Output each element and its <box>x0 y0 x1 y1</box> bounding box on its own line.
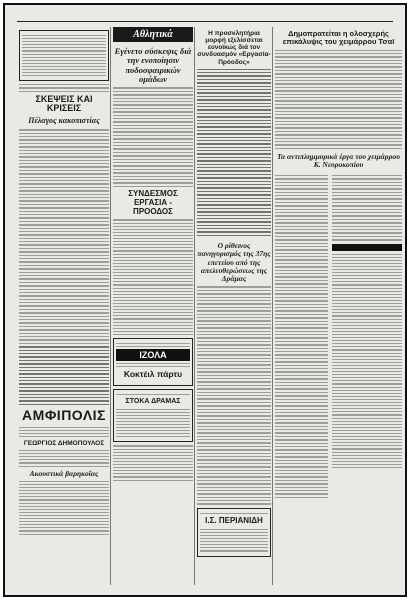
sports-banner: Αθλητικά <box>113 27 193 42</box>
ad-amfipolis-title: ΑΜΦΙΠΟΛΙΣ <box>22 407 106 424</box>
article-headline: Τα αντιπλημμυρικά έργα του χειμάρρου Κ. Νευροκοπίου <box>277 152 400 170</box>
article-headline: Ο ρίθεινος πανηγυρισμός της 37ης επετείου από της απελευθερώσεως της Δράμας <box>197 241 271 284</box>
ad-box <box>197 508 271 557</box>
ad-hearing-title: Ακουστικά βαρηκοΐας <box>29 468 99 478</box>
ad-box-title: Ι.Σ. ΠΕΡΙΑΝΙΔΗ <box>205 515 263 525</box>
boxed-notice-title: ΣΤΟΚΑ ΔΡΑΜΑΣ <box>125 397 181 405</box>
member-list <box>113 219 193 335</box>
article-text <box>275 50 402 150</box>
article-headline: Δημοπρατείται η ολοσχερής επικάλυψις του χειμάρρου Τσαϊ <box>282 29 395 47</box>
article-text <box>19 346 109 405</box>
ad-shop-title: ΓΕΩΡΓΙΟΣ ΔΗΜΟΠΟΥΛΟΣ <box>23 439 105 447</box>
article-text <box>197 69 271 237</box>
page-header <box>17 11 393 22</box>
boxed-notice <box>113 389 193 443</box>
listing-header <box>332 244 402 251</box>
column-3 <box>197 27 271 585</box>
newspaper-page <box>3 3 407 597</box>
article-headline: Πέλαγος κακοπιστίας <box>28 116 100 126</box>
article-headline: Εγένετο σύσκεψις διά την ενοποίησιν ποδοσφαιρικών ομάδων <box>114 46 192 85</box>
column-1 <box>19 27 109 585</box>
article-text <box>19 129 109 344</box>
column-4-5 <box>275 27 402 585</box>
info-box <box>19 30 109 81</box>
article-text <box>197 286 271 504</box>
article-headline: Η προσκλητήρια μορφή εξελίσσεται ευνοϊκώς διά τον συνδυασμόν «Εργασία-Πρόοδος» <box>197 30 271 66</box>
info-box-text <box>22 35 106 76</box>
column-2 <box>113 27 193 585</box>
ad-izola-title: ΙΖΟΛΑ <box>116 349 190 361</box>
ad-izola <box>113 338 193 386</box>
ad-party-title: Κοκτέιλ πάρτυ <box>123 369 183 380</box>
article-text <box>113 87 193 187</box>
article-headline: ΣΥΝΔΕΣΜΟΣ ΕΡΓΑΣΙΑ - ΠΡΟΟΔΟΣ <box>128 189 178 216</box>
column-heading: ΣΚΕΨΕΙΣ ΚΑΙ ΚΡΙΣΕΙΣ <box>35 93 93 114</box>
